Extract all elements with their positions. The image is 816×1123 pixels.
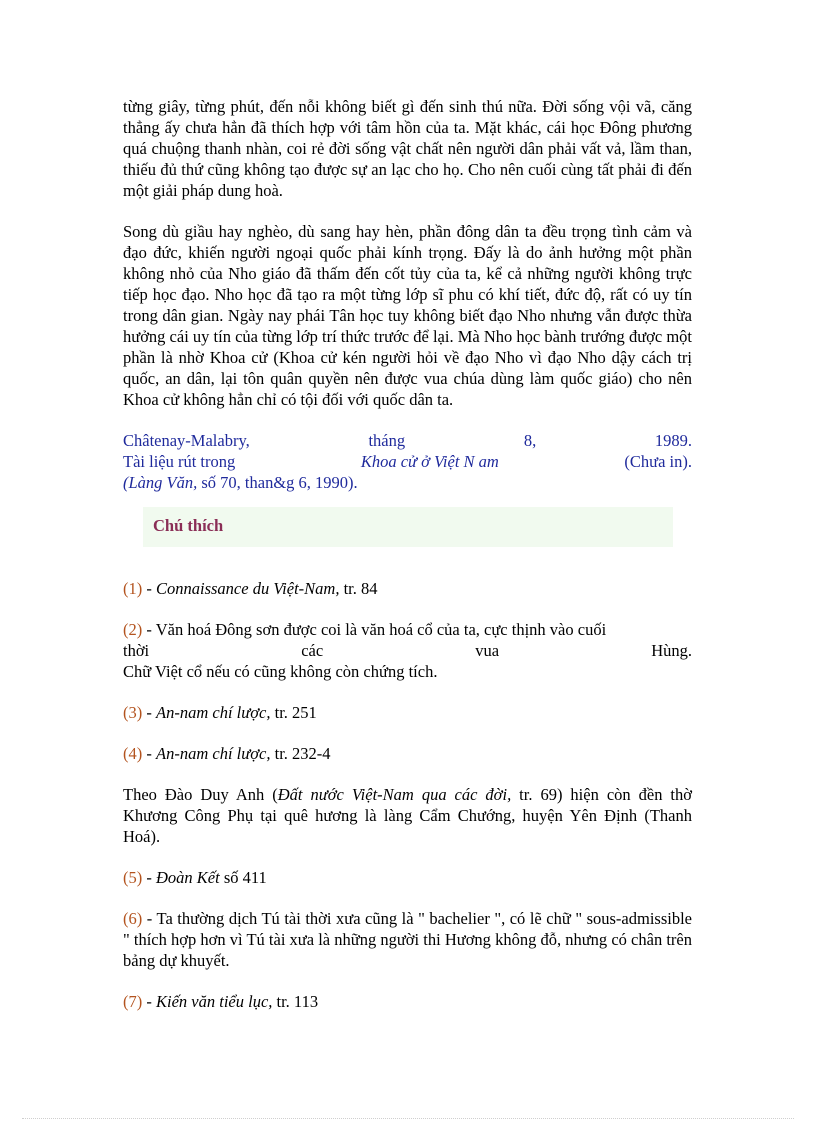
note-title: An-nam chí lược,: [156, 744, 271, 763]
page-bottom-divider: [22, 1118, 794, 1119]
note-number: (7): [123, 992, 143, 1011]
note-number: (6): [123, 909, 143, 928]
note-theo: Theo Đào Duy Anh (Đất nước Việt-Nam qua các đời, tr. 69) hiện còn đền thờ Khương Công Phụ tại quê hương là làng Cẩm Chướng, huyện Yên Định (Thanh Hoá).: [123, 785, 692, 846]
signature-date-line: [123, 430, 692, 451]
source-pre: Tài liệu rút trong: [123, 452, 236, 471]
signature-year: 1989.: [654, 431, 692, 450]
note-4: (4) - An-nam chí lược, tr. 232-4: [123, 744, 331, 763]
note-title: Connaissance du Việt-Nam,: [156, 579, 340, 598]
signature-source-line: [123, 451, 692, 472]
note-7: (7) - Kiến văn tiểu lục, tr. 113: [123, 992, 319, 1011]
signature-place: Châtenay-Malabry,: [123, 431, 250, 450]
note-5: (5) - Đoàn Kết số 411: [123, 868, 267, 887]
signature-month: 8,: [523, 431, 537, 450]
note-title: Kiến văn tiểu lục,: [156, 992, 273, 1011]
note-2: (2) - Văn hoá Đông sơn được coi là văn hoá cổ của ta, cực thịnh vào cuối thời các vua Hùng. Chữ Việt cổ nếu có cũng không còn chứng tích.: [123, 620, 692, 681]
note-number: (4): [123, 744, 143, 763]
pub-name: Làng Văn,: [128, 473, 198, 492]
signature-block: [123, 430, 692, 493]
pub-open: (: [123, 473, 129, 492]
note-title: An-nam chí lược,: [156, 703, 271, 722]
note-6: (6) - Ta thường dịch Tú tài thời xưa cũng là " bachelier ", có lẽ chữ " sous-admissible " thích hợp hơn vì Tú tài xưa là những người thi Hương không đỗ, nhưng có chân trên bảng dự khuyết.: [123, 909, 692, 970]
paragraph-2: Song dù giầu hay nghèo, dù sang hay hèn, phần đông dân ta đều trọng tình cảm và đạo đức, khiến người ngoại quốc phải kính trọng. Đấy là do ảnh hưởng một phần không nhỏ của Nho giáo đã thấm đến cốt tủy của ta, kể cả những người không trực tiếp học đạo. Nho học đã tạo ra một từng lớp sĩ phu có khí tiết, đức độ, rất có uy tín trong dân gian. Ngày nay phái Tân học tuy không biết đạo Nho nhưng vẫn được thừa hưởng cái uy tín của từng lớp trí thức trước để lại. Mà Nho học bành trướng được một phần là nhờ Khoa cử (Khoa cử kén người hỏi về đạo Nho vì đạo Nho dậy cách trị quốc, an dân, lại tôn quân quyền nên được vua chúa dùng làm quốc giáo) cho nên Khoa cử không hẳn chỉ có tội đối với quốc dân ta.: [123, 222, 692, 409]
document-page: [123, 96, 692, 1032]
pub-rest: số 70, than&g 6, 1990).: [197, 473, 358, 492]
source-post: (Chưa in).: [624, 452, 692, 471]
notes-title: Chú thích: [153, 516, 224, 535]
source-book: Khoa cử ở Việt N am: [360, 452, 499, 471]
note-1: (1) - Connaissance du Việt-Nam, tr. 84: [123, 579, 378, 598]
signature-month-word: tháng: [368, 431, 406, 450]
note-title: Đất nước Việt-Nam qua các đời,: [277, 785, 512, 804]
notes-heading-box: [143, 507, 673, 547]
note-number: (2): [123, 620, 143, 639]
paragraph-1: từng giây, từng phút, đến nỗi không biết gì đến sinh thú nữa. Đời sống vội vã, căng thẳng ấy chưa hẳn đã thích hợp với tâm hồn của ta. Mặt khác, cái học Đông phương quá chuộng thanh nhàn, coi rẻ đời sống vật chất nên người dân phải vất vả, lầm than, thiếu đủ thứ cũng không tạo được sự an lạc cho họ. Cho nên cuối cùng tất phải đi đến một giải pháp dung hoà.: [123, 97, 692, 200]
note-3: (3) - An-nam chí lược, tr. 251: [123, 703, 317, 722]
publication-line: [123, 472, 692, 493]
note-number: (5): [123, 868, 143, 887]
note-number: (3): [123, 703, 143, 722]
note-title: Đoàn Kết: [156, 868, 220, 887]
note-number: (1): [123, 579, 143, 598]
